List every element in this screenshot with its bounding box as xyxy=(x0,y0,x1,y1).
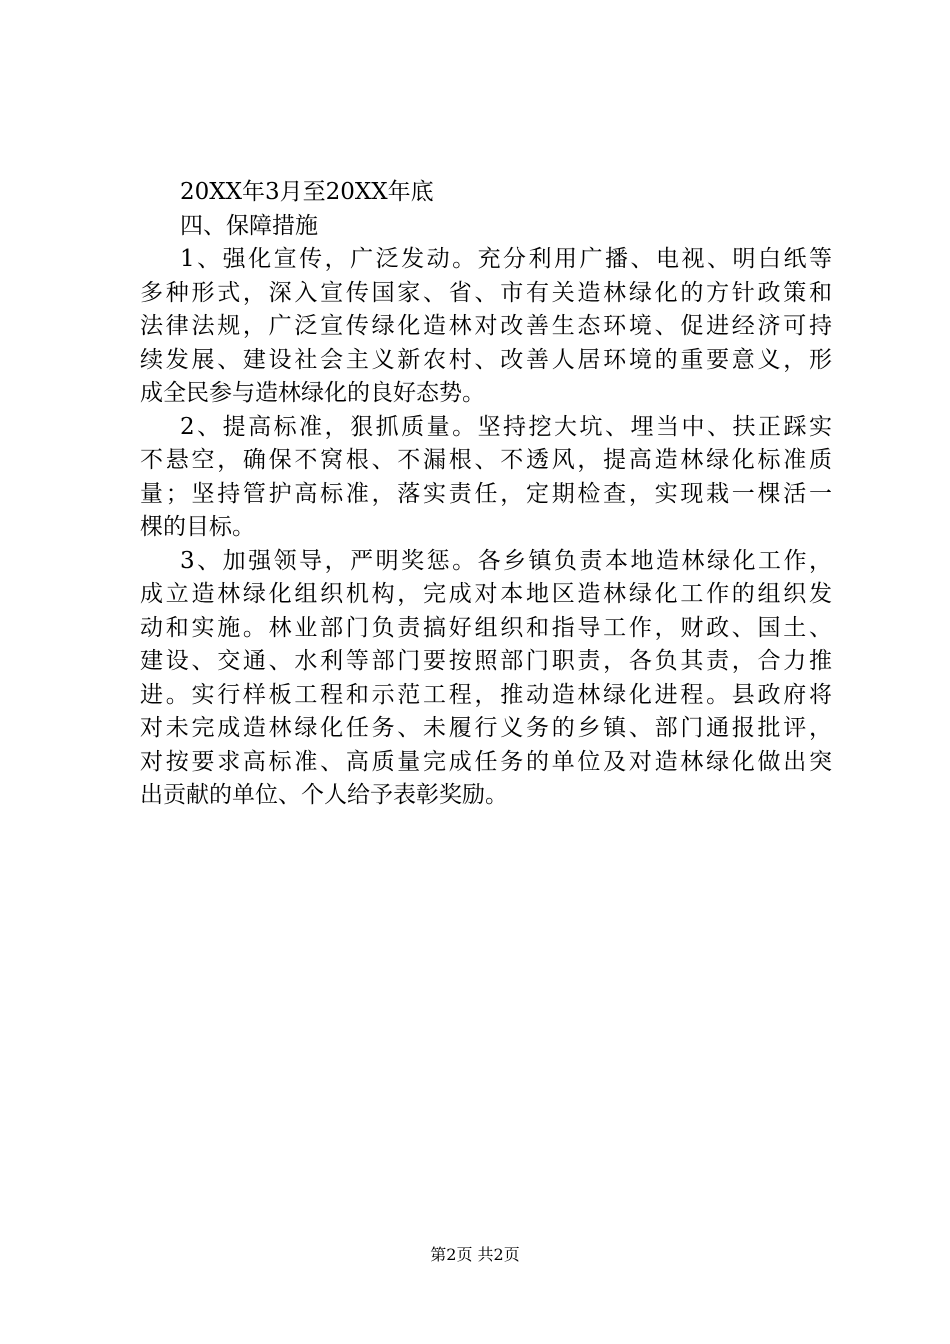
paragraph-1-line-5: 成全民参与造林绿化的良好态势。 xyxy=(140,380,485,406)
paragraph-1-line-1: 1、强化宣传，广泛发动。充分利用广播、电视、明白纸等 xyxy=(180,246,832,272)
paragraph-2-line-3: 量；坚持管护高标准，落实责任，定期检查，实现栽一棵活一 xyxy=(140,480,832,507)
paragraph-3-line-6: 对未完成造林绿化任务、未履行义务的乡镇、部门通报批评， xyxy=(140,715,832,741)
paragraph-3-line-4: 建设、交通、水利等部门要按照部门职责，各负其责，合力推 xyxy=(140,648,832,674)
paragraph-2-line-4: 棵的目标。 xyxy=(140,514,255,540)
page-number-footer: 第2页 共2页 xyxy=(430,1245,520,1264)
paragraph-3-line-7: 对按要求高标准、高质量完成任务的单位及对造林绿化做出突 xyxy=(140,748,832,775)
paragraph-3-line-1: 3、加强领导，严明奖惩。各乡镇负责本地造林绿化工作， xyxy=(180,547,832,574)
section-heading: 四、保障措施 xyxy=(180,212,318,239)
paragraph-1-line-3: 法律法规，广泛宣传绿化造林对改善生态环境、促进经济可持 xyxy=(140,313,832,339)
paragraph-3-line-5: 进。实行样板工程和示范工程，推动造林绿化进程。县政府将 xyxy=(140,681,832,708)
paragraph-3-line-8: 出贡献的单位、个人给予表彰奖励。 xyxy=(140,782,508,808)
paragraph-3-line-2: 成立造林绿化组织机构，完成对本地区造林绿化工作的组织发 xyxy=(140,581,832,607)
document-body xyxy=(140,176,832,813)
paragraph-1-line-2: 多种形式，深入宣传国家、省、市有关造林绿化的方针政策和 xyxy=(140,279,832,306)
paragraph-2-line-1: 2、提高标准，狠抓质量。坚持挖大坑、埋当中、扶正踩实 xyxy=(180,413,832,440)
date-range-line: 20XX年3月至20XX年底 xyxy=(180,179,434,205)
paragraph-1-line-4: 续发展、建设社会主义新农村、改善人居环境的重要意义，形 xyxy=(140,346,832,373)
paragraph-2-line-2: 不悬空，确保不窝根、不漏根、不透风，提高造林绿化标准质 xyxy=(140,447,832,473)
paragraph-3-line-3: 动和实施。林业部门负责搞好组织和指导工作，财政、国土、 xyxy=(140,614,832,641)
